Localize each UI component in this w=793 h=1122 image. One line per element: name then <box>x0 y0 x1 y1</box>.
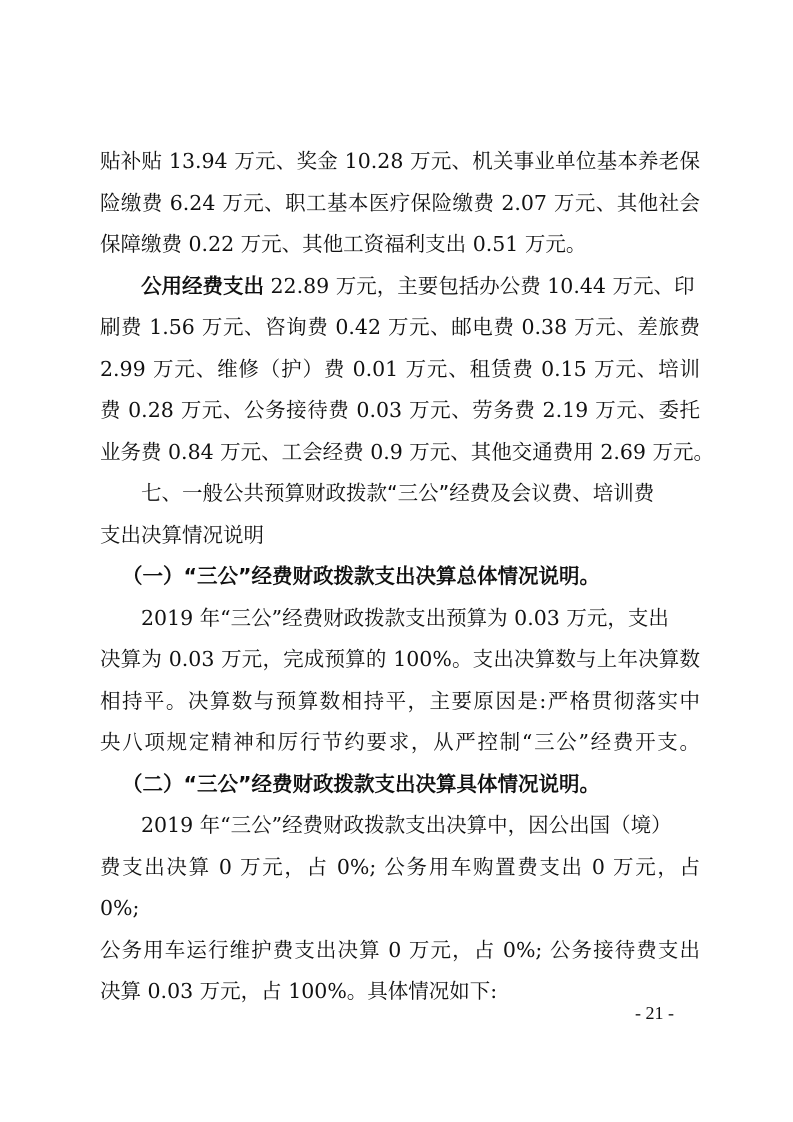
subheading-overall: （一）“三公”经费财政拨款支出决算总体情况说明。 <box>122 564 600 588</box>
text-line: 决算 0.03 万元，占 100%。具体情况如下: <box>100 979 498 1003</box>
text-line: 险缴费 6.24 万元、职工基本医疗保险缴费 2.07 万元、其他社会 <box>100 190 700 215</box>
text-line: 2019 年“三公”经费财政拨款支出决算中，因公出国（境） <box>141 813 672 837</box>
text-line: 2.99 万元、维修（护）费 0.01 万元、租赁费 0.15 万元、培训 <box>100 356 700 381</box>
text-line: 刷费 1.56 万元、咨询费 0.42 万元、邮电费 0.38 万元、差旅费 <box>100 315 700 339</box>
text-line: 业务费 0.84 万元、工会经费 0.9 万元、其他交通费用 2.69 万元。 <box>100 439 714 464</box>
bold-lead: 公用经费支出 <box>141 273 264 298</box>
paragraph-overall <box>100 598 700 764</box>
text-line: 相持平。决算数与预算数相持平，主要原因是:严格贯彻落实中 <box>100 688 700 713</box>
document-body <box>100 141 714 1013</box>
heading-line: 支出决算情况说明 <box>100 522 264 547</box>
paragraph-detail <box>100 805 700 1013</box>
text-line <box>100 266 700 308</box>
text-line: 费支出决算 0 万元，占 0%; 公务用车购置费支出 0 万元，占 0%; <box>100 854 700 920</box>
subheading-detail: （二）“三公”经费财政拨款支出决算具体情况说明。 <box>122 771 600 796</box>
text-line: 决算为 0.03 万元，完成预算的 100%。支出决算数与上年决算数 <box>100 647 700 671</box>
page-number: - 21 - <box>635 1003 674 1023</box>
paragraph-personnel-continuation <box>100 141 700 266</box>
text-line: 2019 年“三公”经费财政拨款支出预算为 0.03 万元，支出 <box>141 605 669 630</box>
text-line: 贴补贴 13.94 万元、奖金 10.28 万元、机关事业单位基本养老保 <box>100 149 700 173</box>
text-line: 费 0.28 万元、公务接待费 0.03 万元、劳务费 2.19 万元、委托 <box>100 398 700 422</box>
text-line: 公务用车运行维护费支出决算 0 万元，占 0%; 公务接待费支出 <box>100 937 700 962</box>
text-line: 保障缴费 0.22 万元、其他工资福利支出 0.51 万元。 <box>100 232 587 256</box>
paragraph-public-expenses <box>100 266 714 474</box>
section-heading <box>100 473 700 556</box>
text-line: 央八项规定精神和厉行节约要求，从严控制“三公”经费开支。 <box>100 730 700 754</box>
text-fragment: 22.89 万元，主要包括办公费 10.44 万元、印 <box>264 273 695 298</box>
heading-line: 七、一般公共预算财政拨款“三公”经费及会议费、培训费 <box>141 481 655 505</box>
